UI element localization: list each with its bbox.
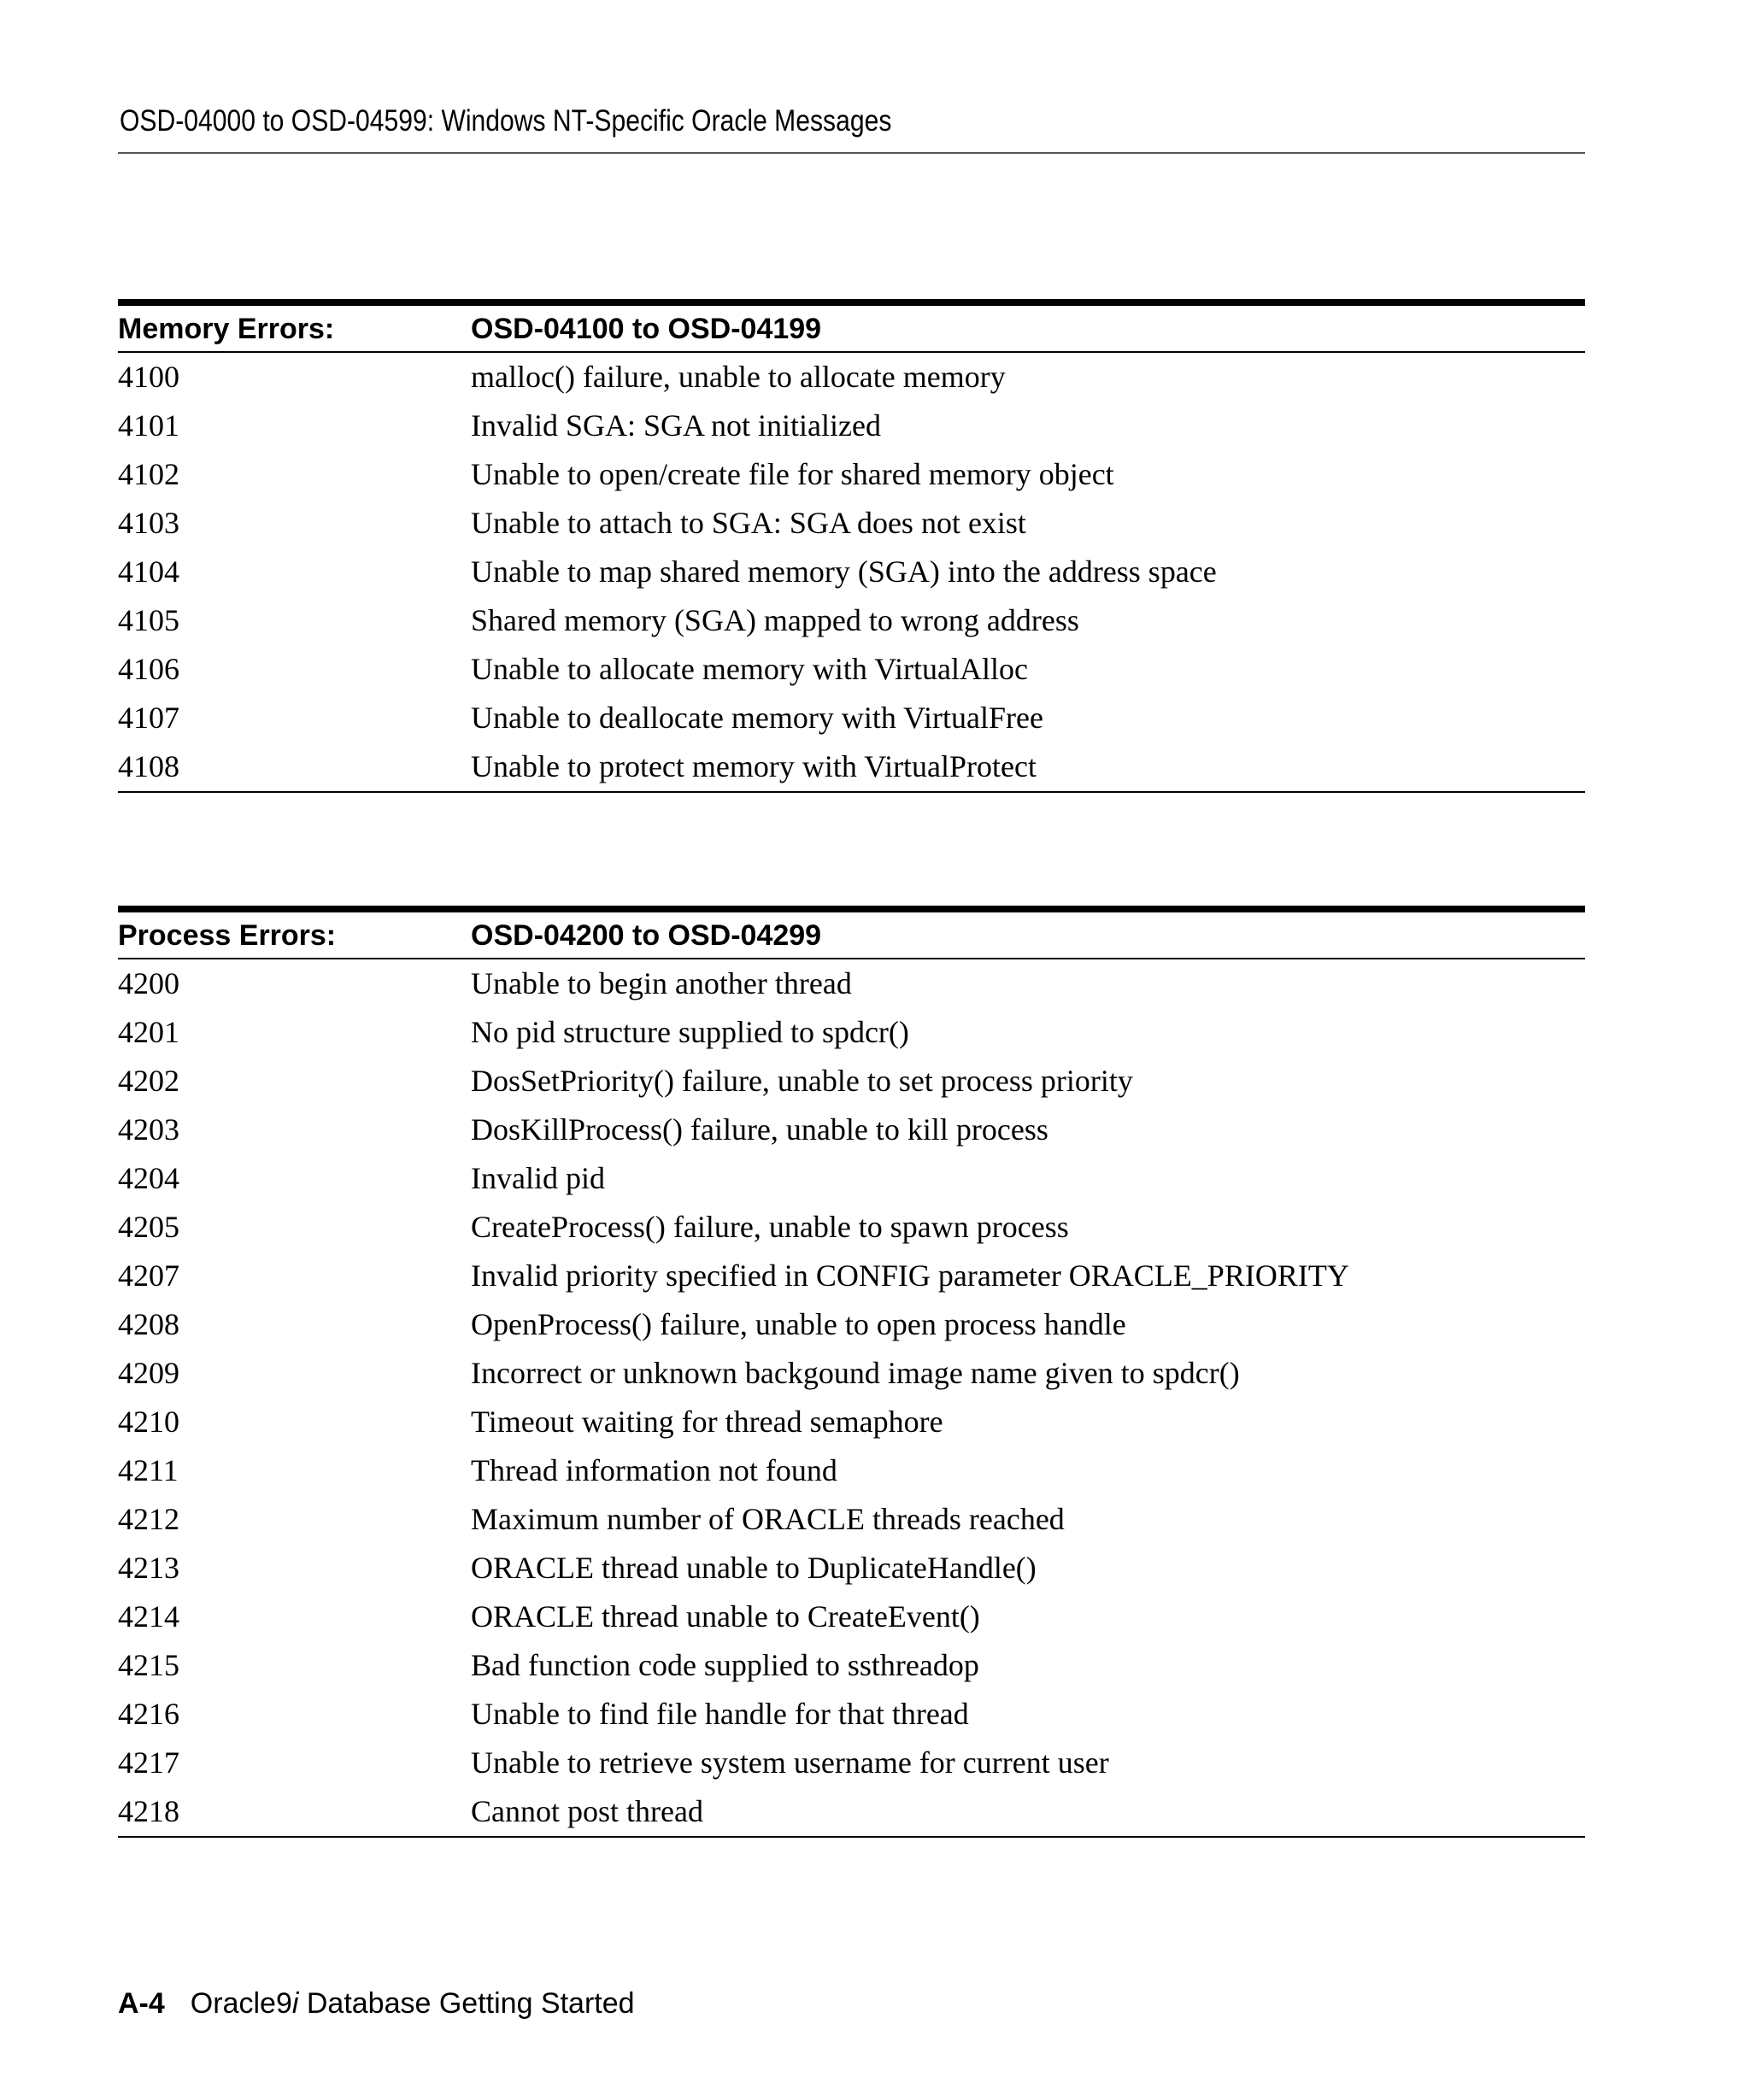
table-body [118, 959, 1585, 1836]
memory-errors-table [118, 299, 1585, 793]
table-header [118, 912, 1585, 959]
table-row [118, 1593, 1585, 1641]
running-header [118, 101, 1585, 154]
error-message: Unable to begin another thread [471, 966, 852, 1000]
category-label: Process Errors: [118, 919, 337, 952]
error-message: Unable to open/create file for shared memory object [471, 457, 1114, 491]
error-code: 4104 [118, 554, 179, 589]
table-row [118, 1203, 1585, 1252]
category-label: Memory Errors: [118, 313, 335, 345]
table-row [118, 1544, 1585, 1593]
error-code: 4201 [118, 1015, 179, 1049]
error-code: 4105 [118, 603, 179, 637]
table-row [118, 1690, 1585, 1739]
table-row [118, 1398, 1585, 1446]
error-code: 4213 [118, 1551, 179, 1585]
error-message: Shared memory (SGA) mapped to wrong address [471, 603, 1079, 637]
table-row [118, 1787, 1585, 1836]
process-errors-table [118, 906, 1585, 1838]
error-message: No pid structure supplied to spdcr() [471, 1015, 909, 1049]
table-row [118, 450, 1585, 499]
error-message: Unable to find file handle for that thread [471, 1697, 969, 1731]
page-number: A-4 [118, 1987, 165, 2020]
error-message: DosKillProcess() failure, unable to kill process [471, 1112, 1048, 1147]
error-message: Invalid SGA: SGA not initialized [471, 408, 881, 443]
table-row [118, 645, 1585, 694]
error-message: malloc() failure, unable to allocate memory [471, 360, 1006, 394]
error-code: 4203 [118, 1112, 179, 1147]
table-row [118, 353, 1585, 402]
error-message: Cannot post thread [471, 1794, 703, 1828]
error-code: 4215 [118, 1648, 179, 1682]
error-code: 4208 [118, 1307, 179, 1341]
table-row [118, 1252, 1585, 1300]
table-row [118, 1641, 1585, 1690]
error-message: Bad function code supplied to ssthreadop [471, 1648, 979, 1682]
error-message: Unable to map shared memory (SGA) into the address space [471, 554, 1217, 589]
error-message: Unable to deallocate memory with VirtualFree [471, 701, 1043, 735]
error-code: 4218 [118, 1794, 179, 1828]
table-row [118, 742, 1585, 791]
error-message: Timeout waiting for thread semaphore [471, 1405, 943, 1439]
error-message: Invalid priority specified in CONFIG parameter ORACLE_PRIORITY [471, 1258, 1349, 1293]
page-footer [118, 1987, 635, 2021]
error-code: 4103 [118, 506, 179, 540]
book-title [191, 1987, 635, 2020]
error-code: 4107 [118, 701, 179, 735]
table-row [118, 1300, 1585, 1349]
error-code: 4108 [118, 749, 179, 783]
table-row [118, 1349, 1585, 1398]
error-message: Thread information not found [471, 1453, 837, 1487]
table-row [118, 959, 1585, 1008]
book-title-italic: i [291, 1987, 299, 2020]
table-row [118, 402, 1585, 450]
code-range-label: OSD-04200 to OSD-04299 [471, 919, 822, 952]
error-code: 4205 [118, 1210, 179, 1244]
running-title: OSD-04000 to OSD-04599: Windows NT-Specific Oracle Messages [120, 104, 892, 138]
table-body [118, 353, 1585, 791]
table-row [118, 596, 1585, 645]
error-message: Maximum number of ORACLE threads reached [471, 1502, 1065, 1536]
table-row [118, 499, 1585, 548]
error-code: 4210 [118, 1405, 179, 1439]
table-row [118, 1057, 1585, 1106]
error-code: 4207 [118, 1258, 179, 1293]
table-header [118, 306, 1585, 353]
table-row [118, 1106, 1585, 1154]
error-message: Incorrect or unknown backgound image name given to spdcr() [471, 1356, 1240, 1390]
book-title-prefix: Oracle9 [190, 1987, 292, 2020]
table-row [118, 1739, 1585, 1787]
error-code: 4106 [118, 652, 179, 686]
table-row [118, 548, 1585, 596]
error-message: Unable to protect memory with VirtualProtect [471, 749, 1037, 783]
error-message: DosSetPriority() failure, unable to set process priority [471, 1064, 1133, 1098]
code-range-label: OSD-04100 to OSD-04199 [471, 313, 822, 345]
error-code: 4209 [118, 1356, 179, 1390]
table-row [118, 694, 1585, 742]
error-code: 4212 [118, 1502, 179, 1536]
error-message: ORACLE thread unable to DuplicateHandle() [471, 1551, 1036, 1585]
table-row [118, 1495, 1585, 1544]
error-message: ORACLE thread unable to CreateEvent() [471, 1599, 980, 1634]
error-code: 4100 [118, 360, 179, 394]
error-code: 4202 [118, 1064, 179, 1098]
error-message: CreateProcess() failure, unable to spawn process [471, 1210, 1069, 1244]
table-row [118, 1008, 1585, 1057]
error-message: Unable to retrieve system username for current user [471, 1745, 1109, 1780]
error-code: 4101 [118, 408, 179, 443]
error-message: Unable to allocate memory with VirtualAlloc [471, 652, 1028, 686]
error-code: 4200 [118, 966, 179, 1000]
error-code: 4214 [118, 1599, 179, 1634]
error-message: Unable to attach to SGA: SGA does not exist [471, 506, 1026, 540]
table-row [118, 1446, 1585, 1495]
error-message: OpenProcess() failure, unable to open process handle [471, 1307, 1126, 1341]
error-code: 4102 [118, 457, 179, 491]
book-title-suffix: Database Getting Started [298, 1987, 635, 2020]
error-message: Invalid pid [471, 1161, 605, 1195]
table-row [118, 1154, 1585, 1203]
error-code: 4216 [118, 1697, 179, 1731]
error-code: 4217 [118, 1745, 179, 1780]
error-code: 4211 [118, 1453, 179, 1487]
error-code: 4204 [118, 1161, 179, 1195]
